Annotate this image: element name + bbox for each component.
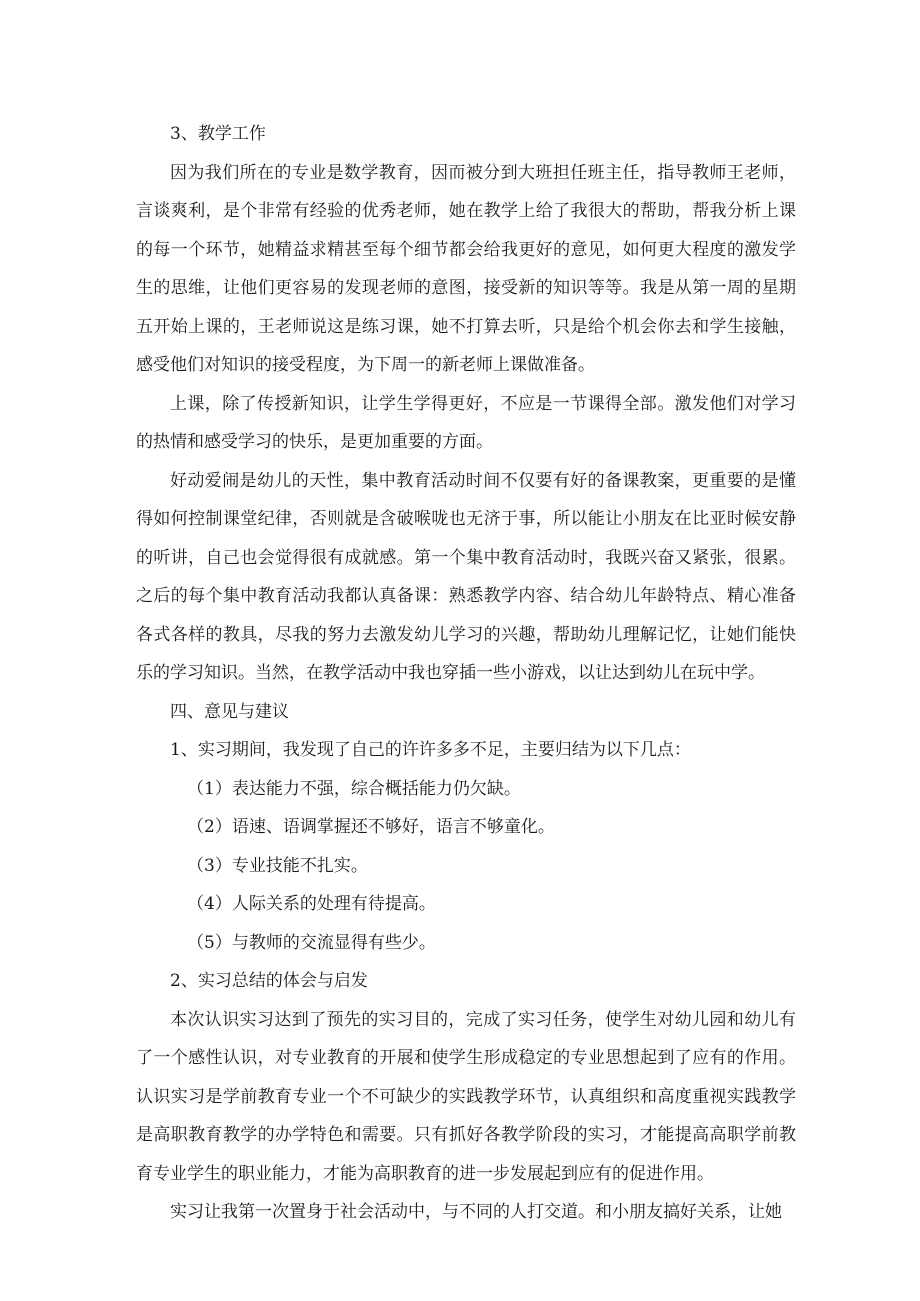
document-page xyxy=(136,115,796,1232)
list-item: （1）表达能力不强，综合概括能力仍欠缺。 xyxy=(187,778,521,799)
list-item: （2）语速、语调掌握还不够好，语言不够童化。 xyxy=(187,817,555,837)
subsection-heading-shortcomings: 1、实习期间，我发现了自己的许许多多不足，主要归结为以下几点： xyxy=(170,740,691,760)
paragraph: 好动爱闹是幼儿的天性，集中教育活动时间不仅要有好的备课教案，更重要的是懂得如何控制课堂纪律，否则就是含破喉咙也无济于事，所以能让小朋友在比亚时候安静的听讲，自己也会觉得很有成就感。第一个集中教育活动时，我既兴奋又紧张，很累。之后的每个集中教育活动我都认真备课：熟悉教学内容、结合幼儿年龄特点、精心准备各式各样的教具，尽我的努力去激发幼儿学习的兴趣，帮助幼儿理解记忆，让她们能快乐的学习知识。当然，在教学活动中我也穿插一些小游戏，以让达到幼儿在玩中学。 xyxy=(136,470,796,683)
list-item: （3）专业技能不扎实。 xyxy=(187,855,368,876)
section-heading-suggestions: 四、意见与建议 xyxy=(170,701,289,722)
paragraph: 实习让我第一次置身于社会活动中，与不同的人打交道。和小朋友搞好关系，让她 xyxy=(170,1202,782,1222)
paragraph: 因为我们所在的专业是数学教育，因而被分到大班担任班主任，指导教师王老师，言谈爽利，是个非常有经验的优秀老师，她在教学上给了我很大的帮助，帮我分析上课的每一个环节，她精益求精甚至每个细节都会给我更好的意见，如何更大程度的激发学生的思维，让他们更容易的发现老师的意图，接受新的知识等等。我是从第一周的星期五开始上课的，王老师说这是练习课，她不打算去听，只是给个机会你去和学生接触，感受他们对知识的接受程度，为下周一的新老师上课做准备。 xyxy=(136,162,796,375)
list-item: （5）与教师的交流显得有些少。 xyxy=(187,932,436,953)
list-item: （4）人际关系的处理有待提高。 xyxy=(187,894,436,914)
paragraph: 本次认识实习达到了预先的实习目的，完成了实习任务，使学生对幼儿园和幼儿有了一个感性认识，对专业教育的开展和使学生形成稳定的专业思想起到了应有的作用。认识实习是学前教育专业一个不可缺少的实践教学环节，认真组织和高度重视实践教学是高职教育教学的办学特色和需要。只有抓好各教学阶段的实习，才能提高高职学前教育专业学生的职业能力，才能为高职教育的进一步发展起到应有的促进作用。 xyxy=(136,1009,796,1184)
paragraph: 上课，除了传授新知识，让学生学得更好，不应是一节课得全部。激发他们对学习的热情和感受学习的快乐，是更加重要的方面。 xyxy=(136,393,796,452)
section-heading-teaching-work: 3、教学工作 xyxy=(170,124,266,144)
subsection-heading-reflections: 2、实习总结的体会与启发 xyxy=(170,971,368,991)
